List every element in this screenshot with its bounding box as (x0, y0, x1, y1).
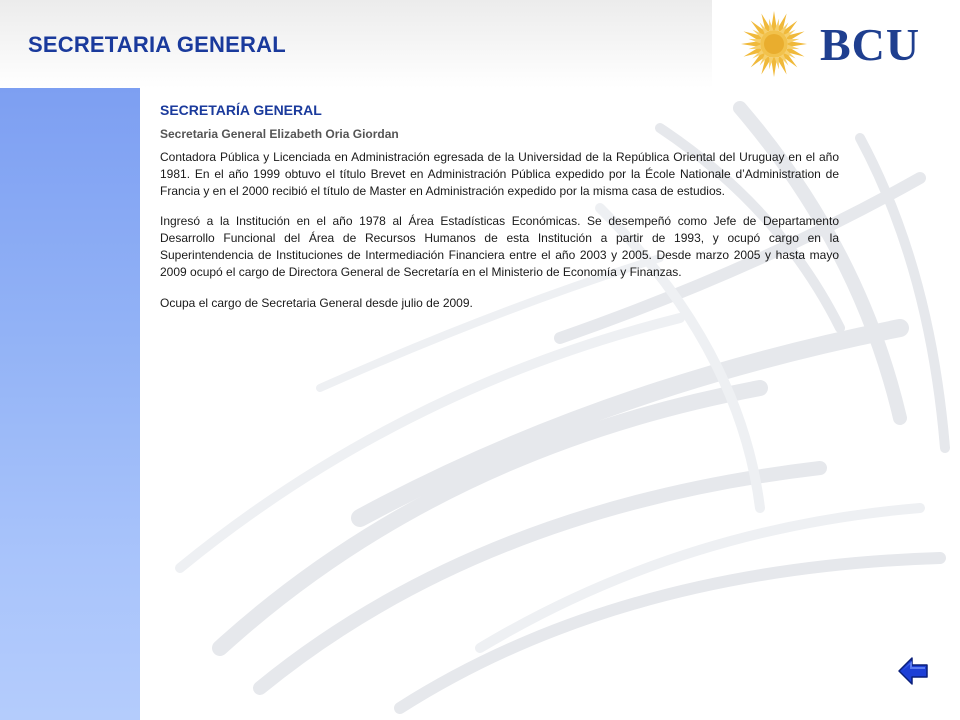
paragraph-current-role: Ocupa el cargo de Secretaria General desde julio de 2009. (160, 295, 473, 310)
paragraph-education: Contadora Pública y Licenciada en Administración egresada de la Universidad de la República Oriental del Uruguay en el año 1981. En el año 1999 obtuvo el título Brevet en Administración Pública expedido por la École Nationale d’Administration de Francia y en el 2000 recibió el título de Master en Administración expedido por la misma casa de estudios. (160, 150, 839, 198)
content-area (160, 102, 839, 311)
logo-text: BCU (820, 19, 921, 70)
back-button[interactable] (896, 655, 930, 687)
side-bar (0, 88, 140, 720)
page-title: SECRETARIA GENERAL (28, 32, 286, 57)
sun-icon (738, 8, 810, 80)
arrow-left-icon (896, 655, 930, 687)
section-heading: SECRETARÍA GENERAL (160, 102, 322, 118)
bcu-logo (712, 0, 960, 88)
paragraph-career: Ingresó a la Institución en el año 1978 al Área Estadísticas Económicas. Se desempeñó como Jefe de Departamento Desarrollo Funcional del Área de Recursos Humanos de esta Institución a partir de 1993, y ocupó cargo en la Superintendencia de Instituciones de Intermediación Financiera entre el año 2003 y 2005. Desde marzo 2005 y hasta mayo 2009 ocupó el cargo de Directora General de Secretaría en el Ministerio de Economía y Finanzas. (160, 214, 839, 279)
person-subheading: Secretaria General Elizabeth Oria Giordan (160, 127, 399, 141)
